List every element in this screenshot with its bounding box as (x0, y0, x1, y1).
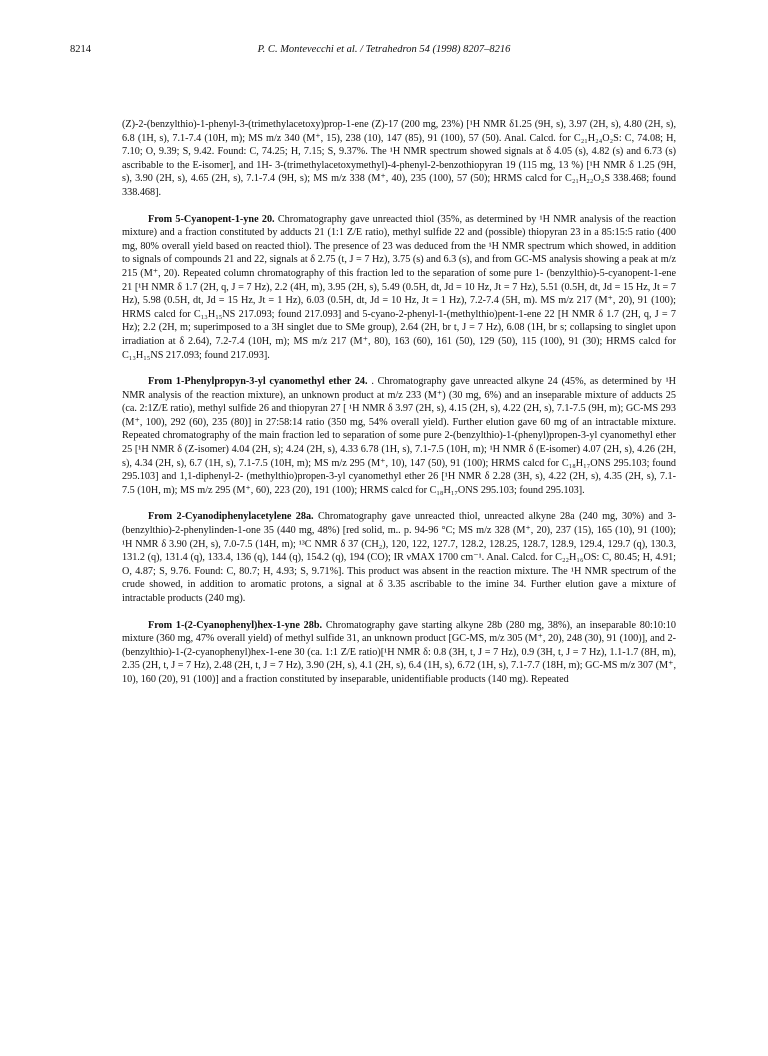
text-line: (q), 154.2 (q), 194 (CO); IR νMAX 1700 cm⁻¹. Anal. Calcd. for C₂₂H₁₆OS: C, 80.45; H, 4.91; O, 4.87; S, 9.76. (122, 552, 676, 577)
running-title: P. C. Montevecchi et al. / Tetrahedron 54 (1998) 8207–8216 (257, 44, 511, 55)
text-line: (10H, m); MS m/z 295 (M⁺, 60), 223 (20), 191 (100); HRMS calcd for C₁₈H₁₇ONS 295.103; found 295.103]. (137, 484, 585, 496)
text-line: (240 mg, 30%) and 3-(benzylthio)-2-phenylinden-1-one 35 (440 mg, 48%) [red solid, m.. p. 94-96 °C; MS m/z (122, 511, 677, 537)
paragraph-continuation (122, 118, 676, 200)
text-line: Jd = 10 Hz, Jt = 7 Hz), 5.51 (0.5H, dt, Jd = 15 Hz, Jt = 7 Hz), 5.98 (0.5H, dt, Jd = 15 Hz, Jt = 1 Hz), 6.03 (0.5H, (122, 281, 676, 307)
paragraph-cyanodiphenylacetylene (122, 510, 676, 605)
text-line: m/z 305 (M⁺, 20), 248 (30), 91 (100)], and 2-(benzylthio)-1-(2-cyanophenyl)hex-1-ene 30 (ca. 1:1 Z/E (122, 633, 676, 658)
text-line: of the crude showed, in addition to aromatic protons, a signal at δ 3.35 ascribable to the imine 34. Further (122, 565, 676, 591)
text-line: Found: C, 80.7; H, 4.93; S, 9.71%]. This product was absent in the reaction mixture. The ¹H NMR spectrum (194, 565, 649, 577)
page-number: 8214 (70, 44, 91, 55)
text-line: m/z 215 (M⁺, 20). Repeated column chromatography of this fraction led to the separation of some pure 1- (122, 254, 677, 279)
text-line: . Chromatography gave unreacted alkyne 24 (45%, as (371, 376, 599, 388)
text-line: determined by ¹H NMR analysis of the reaction mixture), an unknown product at m/z 233 (M⁺) (30 mg, 6%) (122, 376, 676, 401)
text-line: 10), 147 (50), 91 (100); HRMS calcd for C₁₈H₁₇ONS 295.103; found 295.103] and 1,1-diphenyl-2- (122, 457, 677, 483)
text-line: presence of 23 was deduced from the ¹H NMR spectrum which showed, in addition to signals of compounds (122, 240, 677, 266)
paragraph-cyanopentyne (122, 213, 676, 363)
text-line: 57 (50). Anal. Calcd. for C₂₁H₂₄O₂S: C, 74.08; H, 7.10; O, 9.39; S, 9.42. Found: C, 74.25; H, 7.15; S, 9.37%. (122, 132, 677, 158)
section-heading: From 1-Phenylpropyn-3-yl cyanomethyl ether 24. (148, 376, 368, 388)
text-line: chromatography of the main fraction led to separation of some pure 2-(benzylthio)-1-(phenyl)propen-3-yl (162, 430, 598, 442)
text-line: 217.093; found 217.093] and 5-cyano-2-phenyl-1-(methylthio)pent-1-ene 22 [H NMR δ 1.7 (2H, q, J = 7 Hz); (122, 308, 676, 334)
text-line: 2.2 (2H, m; superimposed to a 3H singlet due to SMe group), 2.64 (2H, br t, J = 7 Hz), 6.08 (1H, br s; (143, 322, 567, 334)
text-line: cyanomethyl ether 25 [¹H NMR δ (Z-isomer) 4.04 (2H, s); 4.24 (2H, s), 4.33 6.78 (1H, s), 7.1-7.5 (10H, m); (122, 430, 677, 456)
text-line: and an inseparable mixture of adducts 25 (ca. 2:1Z/E ratio), methyl sulfide 26 and thiopyran 27 [ ¹H NMR δ (122, 389, 676, 415)
text-line: 27:58:14 ratio (350 mg, 54% overall yield). Further elution gave 60 mg of an intractable mixture. Repeated (122, 416, 677, 442)
page-header (70, 44, 698, 60)
text-line: elution gave a mixture of intractable products (240 mg). (122, 579, 676, 604)
text-line: 328 (M⁺, 20), 237 (15), 165 (10), 91 (100); ¹H NMR δ 3.90 (2H, s), 7.0-7.5 (14H, m); ¹³C NMR δ 37 (CH₂), (122, 525, 677, 550)
section-heading: From 5-Cyanopent-1-yne 20. (148, 213, 275, 225)
text-line: inseparable 80:10:10 mixture (360 mg, 47% overall yield) of methyl sulfide 31, an unknown product [GC-MS, (122, 619, 676, 645)
text-line: 3-(trimethylacetoxymethyl)-4-phenyl-2-benzothiopyran 19 (115 mg, 13 %) [¹H NMR δ 1.25 (9H, s), 3.90 (2H, (122, 159, 676, 185)
paragraph-phenylpropynyl (122, 375, 676, 497)
article-body (122, 118, 676, 687)
text-line: The ¹H NMR spectrum showed signals at δ 4.05 (s), 4.82 (s) and 6.73 (s) ascribable to the E-isomer], and 1H- (122, 146, 676, 171)
text-line: (Z)-2-(benzylthio)-1-phenyl-3-(trimethylacetoxy)prop-1-ene (Z)-17 (200 mg, 23%) [¹H NMR δ1.25 (9H, s), (122, 119, 567, 130)
text-line: Chromatography gave unreacted thiol (35%, as determined by ¹H NMR (277, 213, 577, 225)
paragraph-cyanophenylhexyne (122, 619, 676, 687)
text-line: collapsing to singlet upon irradiation at δ 2.64), 7.2-7.4 (10H, m); MS m/z 217 (M⁺, 80), 163 (60), 161 (50), (122, 322, 676, 347)
text-line: (benzylthio)-5-cyanopent-1-ene 21 [¹H NMR δ 1.7 (2H, q, J = 7 Hz), 2.2 (4H, m), 3.95 (2H, s), 5.49 (0.5H, dt, (122, 267, 677, 293)
text-line: dt, Jd = 10 Hz, Jt = 1 Hz), 7.2-7.4 (5H, m). MS m/z 217 (M⁺, 20), 91 (100); HRMS calcd for C₁₃H₁₅NS (122, 295, 676, 320)
text-line: Chromatography gave unreacted thiol, unreacted alkyne 28a (317, 511, 575, 523)
text-line: 338.468; found 338.468]. (122, 173, 677, 198)
text-line: 3.97 (2H, s), 4.15 (2H, s), 4.22 (2H, s), 7.1-7.5 (9H, m); GC-MS 293 (M⁺, 100), 292 (60), 235 (80)] in (122, 403, 676, 428)
text-line: t, J = 7 Hz), 3.90 (2H, s), 4.1 (2H, s), 6.4 (1H, s), 6.72 (1H, s), 7.1-7.7 (18H, m); GC-MS m/z 307 (M⁺, 10), (122, 660, 677, 685)
text-line: 160 (20), 91 (100)] and a fraction constituted by inseparable, unidentifiable products (140 mg). Repeated (140, 673, 569, 685)
text-line: Chromatography gave starting alkyne 28b (280 mg, 38%), an (325, 619, 586, 631)
text-line: and (possible) thiopyran 23 in a 85:15:5 ratio (400 mg, 80% overall yield based on reacted thiol). The (122, 227, 676, 252)
text-line: s), 4.65 (2H, s), 7.1-7.4 (9H, s); MS m/z 338 (M⁺, 40), 235 (100), 57 (50); HRMS calcd for C₂₁H₂₂O₂S (177, 173, 610, 185)
text-line: 120, 122, 127.7, 128.2, 128.25, 128.7, 128.9, 129.4, 129.7 (q), 130.3, 131.2 (q), 131.4 (q), 133.4, 136 (q), 144 (122, 538, 676, 564)
text-line: 129 (50), 115 (100), 91 (30); HRMS calcd for C₁₃H₁₅NS 217.093; found 217.093]. (122, 335, 676, 361)
text-line: 21 and 22, signals at δ 2.75 (t, J = 7 Hz), 3.75 (s) and 6.3 (s), and from GC-MS analysis showing a peak at (224, 254, 659, 266)
text-line: 3.97 (2H, s), 4.80 (2H, s), 6.8 (1H, s), 7.1-7.4 (10H, m); MS m/z 340 (M⁺, 15), 238 (10), 147 (85), 91 (100), (122, 119, 676, 144)
section-heading: From 1-(2-Cyanophenyl)hex-1-yne 28b. (148, 619, 323, 631)
text-line: ratio)[¹H NMR δ: 0.8 (3H, t, J = 7 Hz), 0.9 (3H, t, J = 7 Hz), 1.1-1.7 (8H, m), 2.35 (2H, t, J = 7 Hz), 2.48 (2H, (122, 646, 677, 672)
text-line: (methylthio)propen-3-yl cyanomethyl ether 26 [¹H NMR δ 2.28 (3H, s), 4.22 (2H, s), 4.35 (2H, s), 7.1-7.5 (122, 471, 677, 496)
section-heading: From 2-Cyanodiphenylacetylene 28a. (148, 511, 314, 523)
text-line: ¹H NMR δ (E-isomer) 4.07 (2H, s), 4.26 (2H, s), 4.34 (2H, s), 6.7 (1H, s), 7.1-7.5 (10H, m); MS m/z 295 (M⁺, (122, 444, 677, 469)
text-line: analysis of the reaction mixture) and a fraction constituted by adducts 21 (1:1 Z/E ratio), methyl sulfide 22 (122, 213, 677, 239)
